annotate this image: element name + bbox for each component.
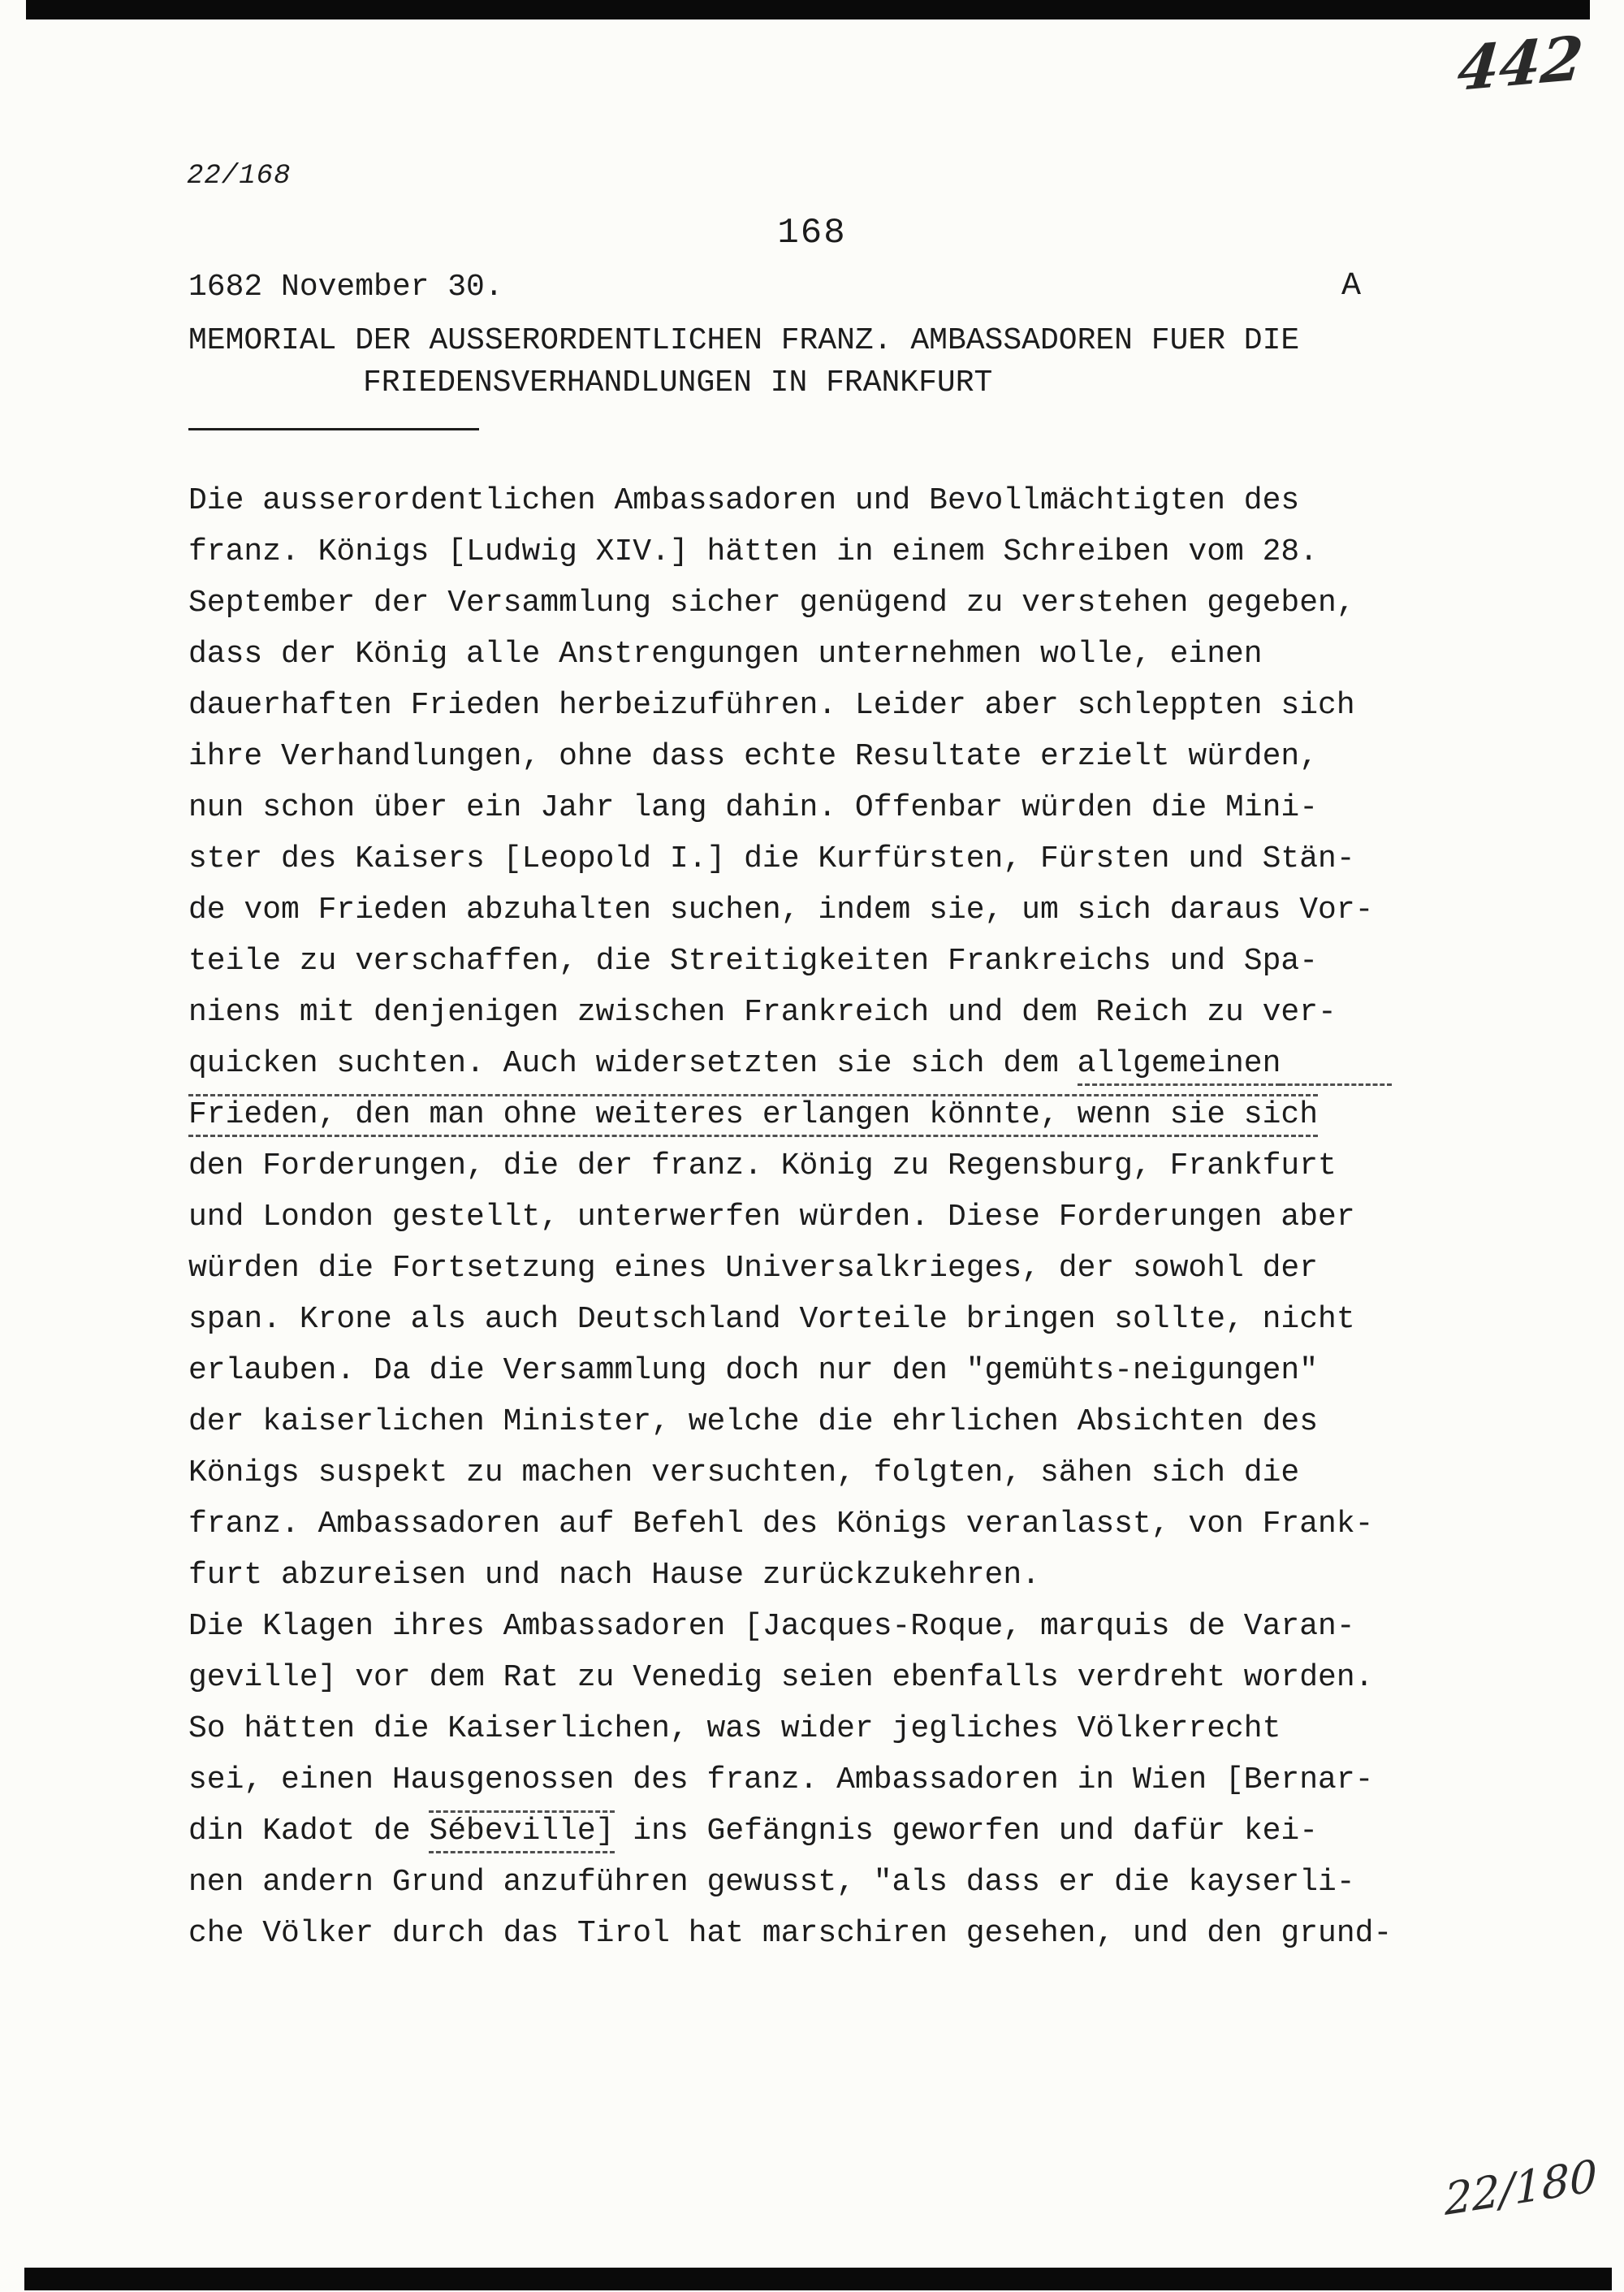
date-line: 1682 November 30. xyxy=(188,270,503,305)
text-run: de vom Frieden abzuhalten suchen, indem sie, um sich daraus Vor- xyxy=(188,893,1374,928)
text-run: den Forderungen, die der franz. König zu Regensburg, Frankfurt xyxy=(188,1148,1337,1183)
body-line xyxy=(188,884,1439,936)
body-line xyxy=(188,577,1439,629)
body-line xyxy=(188,475,1439,526)
text-run: würden die Fortsetzung eines Universalkrieges, der sowohl der xyxy=(188,1251,1319,1286)
text-run: geville] vor dem Rat zu Venedig seien ebenfalls verdreht worden. xyxy=(188,1660,1374,1695)
scan-artifact-top-bar xyxy=(26,0,1590,19)
body-line xyxy=(188,526,1439,577)
text-run: Die ausserordentlichen Ambassadoren und Bevollmächtigten des xyxy=(188,483,1300,518)
body-line xyxy=(188,1652,1439,1703)
text-run: dass der König alle Anstrengungen unternehmen wolle, einen xyxy=(188,637,1263,672)
text-run: quicken suchten. Auch widersetzten sie sich dem xyxy=(188,1046,1078,1081)
text-run: dauerhaften Frieden herbeizuführen. Leider aber schleppten sich xyxy=(188,688,1355,723)
body-text xyxy=(188,475,1439,1959)
body-line xyxy=(188,1089,1439,1140)
body-line xyxy=(188,1191,1439,1243)
text-run: So hätten die Kaiserlichen, was wider jegliches Völkerrecht xyxy=(188,1711,1281,1746)
text-run: che Völker durch das Tirol hat marschiren gesehen, und den grund- xyxy=(188,1916,1393,1951)
body-line xyxy=(188,1754,1439,1805)
document-title-line1: MEMORIAL DER AUSSERORDENTLICHEN FRANZ. AMBASSADOREN FUER DIE xyxy=(188,323,1300,358)
text-run: nen andern Grund anzuführen gewusst, "als dass er die kayserli- xyxy=(188,1865,1355,1900)
body-line xyxy=(188,1908,1439,1959)
body-line xyxy=(188,1703,1439,1754)
body-line xyxy=(188,1140,1439,1191)
pencil-underlined-text: allgemeinen xyxy=(1078,1046,1281,1086)
title-underline-rule xyxy=(188,428,479,430)
body-line xyxy=(188,629,1439,680)
pencil-underlined-text xyxy=(1281,1046,1392,1086)
text-run: und London gestellt, unterwerfen würden. Diese Forderungen aber xyxy=(188,1200,1355,1235)
body-line xyxy=(188,1805,1439,1857)
text-run: nun schon über ein Jahr lang dahin. Offenbar würden die Mini- xyxy=(188,790,1319,825)
document-title-line2: FRIEDENSVERHANDLUNGEN IN FRANKFURT xyxy=(363,365,993,400)
scan-artifact-bottom-bar xyxy=(24,2268,1612,2290)
body-line xyxy=(188,1396,1439,1447)
text-run: franz. Ambassadoren auf Befehl des Königs veranlasst, von Frank- xyxy=(188,1507,1374,1542)
text-run: erlauben. Da die Versammlung doch nur den "gemühts-neigungen" xyxy=(188,1353,1319,1388)
body-line xyxy=(188,1038,1439,1089)
text-run: Königs suspekt zu machen versuchten, folgten, sähen sich die xyxy=(188,1455,1300,1490)
text-run: sei, einen Hausgenossen des franz. Ambassadoren in Wien [Bernar- xyxy=(188,1762,1374,1797)
handwritten-folio-bottom: 22/180 xyxy=(1444,2149,1598,2226)
text-run: niens mit denjenigen zwischen Frankreich und dem Reich zu ver- xyxy=(188,995,1337,1030)
body-line xyxy=(188,680,1439,731)
body-line xyxy=(188,1294,1439,1345)
body-line xyxy=(188,987,1439,1038)
body-line xyxy=(188,782,1439,833)
page-number: 168 xyxy=(777,213,847,253)
text-run: furt abzureisen und nach Hause zurückzukehren. xyxy=(188,1558,1040,1593)
pencil-underlined-text: Sébeville] xyxy=(429,1810,614,1853)
text-run: ster des Kaisers [Leopold I.] die Kurfürsten, Fürsten und Stän- xyxy=(188,841,1355,876)
body-line xyxy=(188,1345,1439,1396)
body-line xyxy=(188,1857,1439,1908)
body-line xyxy=(188,1243,1439,1294)
body-line xyxy=(188,1447,1439,1498)
body-line xyxy=(188,936,1439,987)
body-line xyxy=(188,833,1439,884)
folio-reference: 22/168 xyxy=(187,161,292,192)
body-line xyxy=(188,731,1439,782)
text-run: din Kadot de xyxy=(188,1814,430,1849)
body-line xyxy=(188,1550,1439,1601)
text-run: Die Klagen ihres Ambassadoren [Jacques-Roque, marquis de Varan- xyxy=(188,1609,1355,1644)
text-run: franz. Königs [Ludwig XIV.] hätten in einem Schreiben vom 28. xyxy=(188,534,1319,569)
text-run: ihre Verhandlungen, ohne dass echte Resultate erzielt würden, xyxy=(188,739,1319,774)
text-run: span. Krone als auch Deutschland Vorteile bringen sollte, nicht xyxy=(188,1302,1355,1337)
body-line xyxy=(188,1601,1439,1652)
handwritten-folio-top: 442 xyxy=(1454,23,1586,106)
archive-letter: A xyxy=(1341,268,1362,305)
text-run: teile zu verschaffen, die Streitigkeiten Frankreichs und Spa- xyxy=(188,944,1319,979)
text-run: September der Versammlung sicher genügend zu verstehen gegeben, xyxy=(188,586,1355,621)
text-run: ins Gefängnis geworfen und dafür kei- xyxy=(614,1814,1319,1849)
body-line xyxy=(188,1498,1439,1550)
pencil-underlined-text: Frieden, den man ohne weiteres erlangen könnte, wenn sie sich xyxy=(188,1094,1318,1137)
text-run: der kaiserlichen Minister, welche die ehrlichen Absichten des xyxy=(188,1404,1319,1439)
